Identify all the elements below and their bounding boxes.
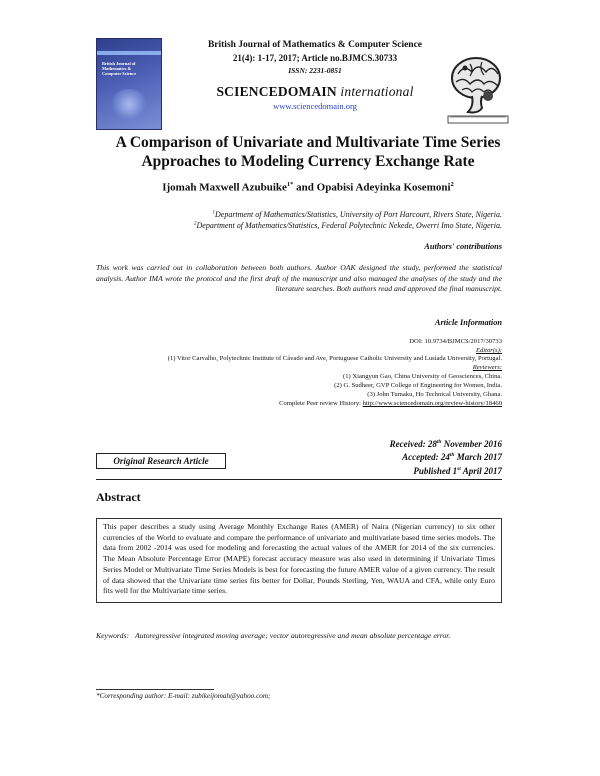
received-date: Received: 28th November 2016 [389,439,502,449]
affiliation-1-text: Department of Mathematics/Statistics, University of Port Harcourt, Rivers State, Nigeria. [214,210,502,219]
affiliation-2 [194,221,502,230]
volume-info: 21(4): 1-17, 2017; Article no.BJMCS.30733 [232,53,398,63]
contributions-text: This work was carried out in collaboration between both authors. Author OAK designed the study, performed the statistical analysis. Author IMA wrote the protocol and the first draft of the manuscript and also managed the analyses of the study and the literature searches. Both authors read and approved the final manuscript. [96,263,502,293]
abstract-text: This paper describes a study using Average Monthly Exchange Rates (AMER) of Naira (Nigerian currency) to six other currencies of the World to evaluate and compare the performance of univariate and multivariate based time series models. The data from 2002 -2014 was used for modeling and forecasting the actual values of the AMER for 2014 of the six currencies. The Mean Absolute Percentage Error (MAPE) forecast accuracy measure was also used in determining if Univariate Times Series Model or Multivariate Time Series Models is best for forecasting the future AMER value of a given currency. The result of data showed that the Univariate time series fits better for Dollar, Pounds Sterling, Yen, WAUA and CFA, while only Euro fits well for the Multivariate time series. [96,518,502,603]
author-2: Opabisi Adeyinka Kosemoni [316,181,451,194]
editors-label-text: Editor(s): [475,347,502,354]
reviewer-3: (3) John Tumaku, Ho Technical University, Ghana. [367,391,502,398]
corresponding-author-footnote: *Corresponding author: E-mail: zubikeijomah@yahoo.com; [96,692,271,700]
brand-sub: international [340,84,414,99]
issn: ISSN: 2231-0851 [288,66,342,75]
abstract-heading: Abstract [96,490,141,504]
contributions-heading: Authors' contributions [424,242,502,251]
review-history-link[interactable]: http://www.sciencedomain.org/review-history/18460 [362,400,502,407]
publisher-brand [170,84,460,100]
keywords-text: Autoregressive integrated moving average; vector autoregressive and mean absolute percentage error. [135,631,451,640]
keywords-label: Keywords: [96,631,130,640]
author-1-sup: 1* [286,181,294,188]
cover-title: British Journal of Mathematics & Computer Science [102,61,137,77]
article-type-badge: Original Research Article [96,453,226,469]
editors-label [476,347,502,354]
paper-title [70,133,546,171]
affiliation-2-text: Department of Mathematics/Statistics, Federal Polytechnic Nekede, Owerri Imo State, Nigeria. [196,221,502,230]
title-line-1: A Comparison of Univariate and Multivariate Time Series [115,134,501,151]
keywords [96,630,502,641]
reviewers-label [473,364,502,371]
affiliation-1-sup: 1 [212,210,215,216]
publisher-website-link[interactable]: www.sciencedomain.org [273,101,357,111]
authors [70,181,546,194]
brand-main: SCIENCEDOMAIN [216,84,337,99]
title-line-2: Approaches to Modeling Currency Exchange Rate [141,153,475,170]
reviewer-2: (2) G. Sudheer, GVP College of Engineering for Women, India. [334,382,502,389]
doi: DOI: 10.9734/BJMCS/2017/30733 [409,338,502,345]
article-info-heading: Article Information [434,318,502,327]
accepted-date: Accepted: 24th March 2017 [402,452,502,463]
review-history-label: Complete Peer review History: [279,400,363,407]
affiliation-2-sup: 2 [194,221,197,227]
reviewer-1: (1) Xiangyun Gao, China University of Geosciences, China. [343,373,502,380]
published-date: Published 1st April 2017 [413,465,502,476]
affiliation-1 [212,210,502,219]
author-2-sup: 2 [450,181,454,188]
authors-and: and [293,181,317,194]
article-dates [390,437,502,477]
footnote-rule [96,689,214,690]
reviewers-label-text: Reviewers: [472,364,502,371]
review-history [279,400,502,407]
editor-1: (1) Vitor Carvalho, Polytechnic Institute of Cávado and Ave, Portuguese Catholic University and Lusíada University, Portugal. [167,355,502,362]
journal-cover-image [96,38,162,130]
author-1: Ijomah Maxwell Azubuike [162,181,287,194]
brain-logo-icon [442,44,514,126]
section-divider [96,479,502,480]
journal-name: British Journal of Mathematics & Computer Science [207,40,423,50]
